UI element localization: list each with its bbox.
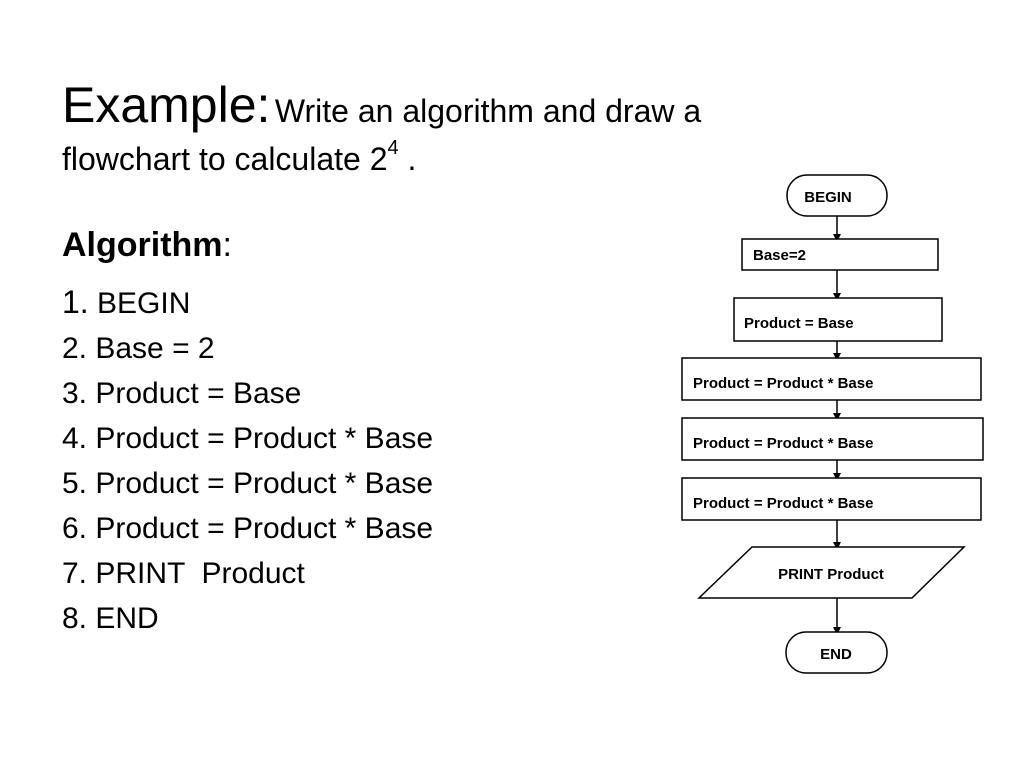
step-text: Product = Base (87, 377, 302, 410)
title-line-1: Write an algorithm and draw a (274, 93, 702, 129)
title-exponent: 4 (387, 136, 399, 159)
flowchart-node-print (699, 547, 964, 598)
title-prefix: Example: (62, 77, 271, 133)
flowchart-node-end (786, 632, 887, 673)
step-number: 3. (62, 377, 88, 410)
flowchart-node-product-init (734, 298, 942, 341)
node-label: PRINT Product (778, 566, 884, 583)
node-label: END (820, 646, 852, 663)
title-suffix: . (398, 140, 417, 177)
step-number: 4. (62, 422, 88, 455)
node-label: Product = Product * Base (693, 375, 874, 392)
step-text: Product = Product * Base (87, 467, 434, 500)
flowchart-node-base (742, 239, 938, 270)
step-number: 2. (62, 332, 88, 365)
step-number: 1. (62, 284, 89, 320)
flowchart-node-multiply-3 (682, 478, 981, 520)
step-number: 8. (62, 602, 88, 635)
node-label: Base=2 (753, 247, 806, 264)
step-text: Product = Product * Base (87, 422, 434, 455)
step-number: 7. (62, 557, 88, 590)
step-text: Product = Product * Base (87, 512, 434, 545)
step-text: PRINT Product (87, 557, 305, 590)
step-number: 6. (62, 512, 88, 545)
node-label: BEGIN (804, 189, 852, 206)
flowchart-node-multiply-1 (682, 358, 981, 400)
flowchart-node-begin (787, 175, 887, 216)
node-label: Product = Product * Base (693, 435, 874, 452)
step-number: 5. (62, 467, 88, 500)
step-text: END (87, 602, 159, 635)
step-text: BEGIN (88, 287, 191, 320)
title-line-2-text: flowchart to calculate 2 (62, 140, 388, 177)
flowchart-node-multiply-2 (682, 418, 983, 460)
algorithm-heading-text: Algorithm (62, 226, 223, 264)
node-label: Product = Base (744, 315, 854, 332)
step-text: Base = 2 (87, 332, 215, 365)
node-label: Product = Product * Base (693, 495, 874, 512)
algorithm-heading-colon: : (222, 226, 232, 264)
